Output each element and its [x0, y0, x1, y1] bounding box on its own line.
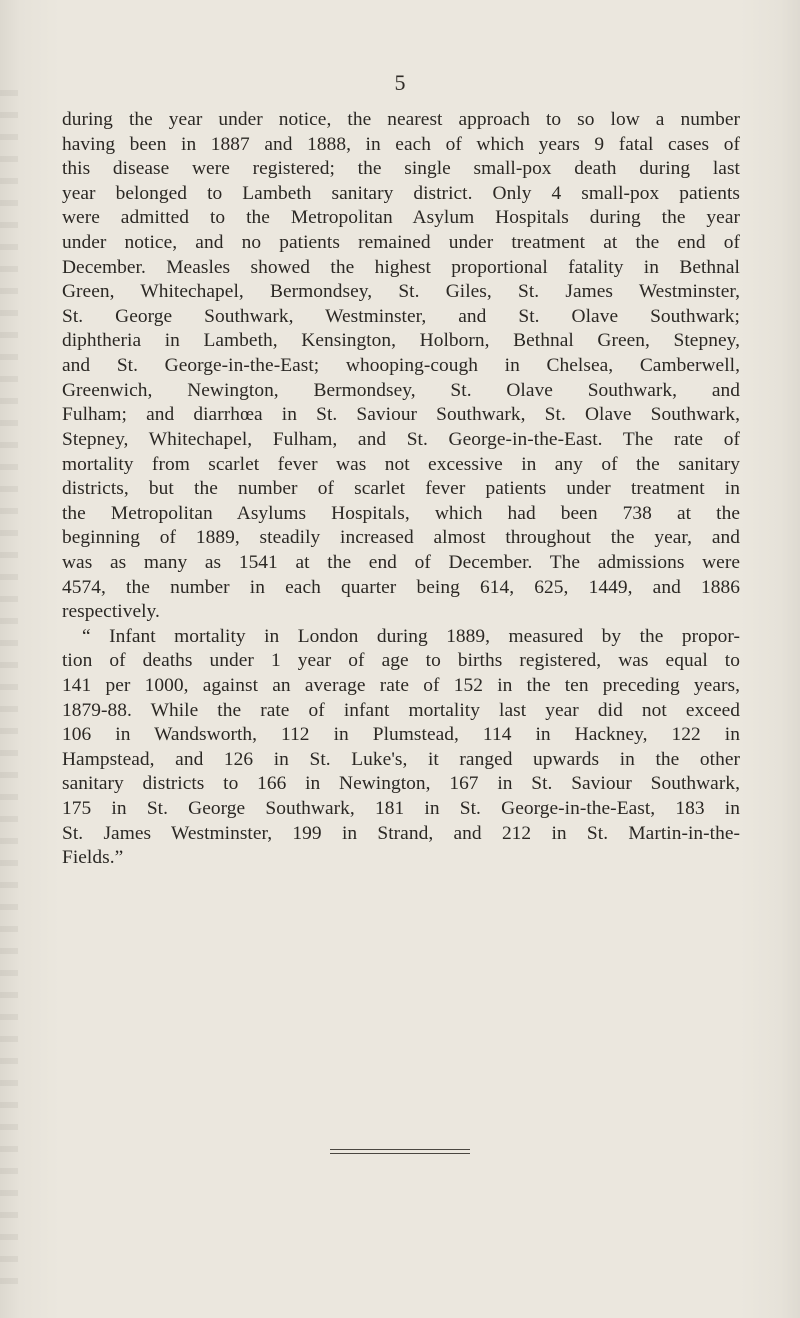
- text-line: December. Measles showed the highest proportional fatality in Bethnal: [62, 256, 740, 278]
- paragraph-2: [62, 625, 740, 871]
- text-line: Hampstead, and 126 in St. Luke's, it ranged upwards in the other: [62, 748, 740, 770]
- closing-rule-top: [330, 1149, 470, 1150]
- text-line: were admitted to the Metropolitan Asylum Hospitals during the year: [62, 207, 740, 229]
- text-line: 175 in St. George Southwark, 181 in St. George-in-the-East, 183 in: [62, 798, 740, 820]
- text-line: 141 per 1000, against an average rate of 152 in the ten preceding years,: [62, 675, 740, 697]
- text-line: Fields.”: [62, 847, 124, 869]
- text-line: during the year under notice, the nearest approach to so low a number: [62, 109, 740, 130]
- text-line: 4574, the number in each quarter being 614, 625, 1449, and 1886: [62, 576, 740, 598]
- text-line: Greenwich, Newington, Bermondsey, St. Olave Southwark, and: [62, 379, 740, 401]
- page-number: 5: [394, 70, 406, 95]
- text-line: Fulham; and diarrhœa in St. Saviour Southwark, St. Olave Southwark,: [62, 404, 740, 426]
- text-line: “ Infant mortality in London during 1889, measured by the propor-: [82, 625, 740, 647]
- text-line: this disease were registered; the single small-pox death during last: [62, 158, 740, 180]
- text-line: districts, but the number of scarlet fever patients under treatment in: [62, 478, 740, 500]
- text-line: sanitary districts to 166 in Newington, 167 in St. Saviour Southwark,: [62, 773, 740, 795]
- paragraph-1: [62, 108, 740, 625]
- text-line: year belonged to Lambeth sanitary district. Only 4 small-pox patients: [62, 182, 740, 204]
- text-line: diphtheria in Lambeth, Kensington, Holborn, Bethnal Green, Stepney,: [62, 330, 740, 352]
- body-text: [62, 108, 740, 871]
- text-line: St. George Southwark, Westminster, and St. Olave Southwark;: [62, 305, 740, 327]
- text-line: Stepney, Whitechapel, Fulham, and St. George-in-the-East. The rate of: [62, 428, 740, 450]
- text-line: respectively.: [62, 601, 160, 623]
- page-edge-shadow: [0, 90, 18, 1290]
- closing-rule-bottom: [330, 1153, 470, 1154]
- text-line: beginning of 1889, steadily increased almost throughout the year, and: [62, 527, 740, 549]
- text-line: 106 in Wandsworth, 112 in Plumstead, 114 in Hackney, 122 in: [62, 724, 740, 746]
- text-line: having been in 1887 and 1888, in each of which years 9 fatal cases of: [62, 133, 740, 155]
- text-line: 1879-88. While the rate of infant mortality last year did not exceed: [62, 699, 740, 721]
- text-line: under notice, and no patients remained under treatment at the end of: [62, 232, 740, 254]
- text-line: was as many as 1541 at the end of December. The admissions were: [62, 551, 740, 573]
- text-line: Green, Whitechapel, Bermondsey, St. Giles, St. James Westminster,: [62, 281, 740, 303]
- text-line: St. James Westminster, 199 in Strand, and 212 in St. Martin-in-the-: [62, 822, 740, 844]
- text-line: and St. George-in-the-East; whooping-cough in Chelsea, Camberwell,: [62, 355, 740, 377]
- text-line: the Metropolitan Asylums Hospitals, which had been 738 at the: [62, 502, 740, 524]
- text-line: mortality from scarlet fever was not excessive in any of the sanitary: [62, 453, 740, 475]
- text-line: tion of deaths under 1 year of age to births registered, was equal to: [62, 650, 740, 672]
